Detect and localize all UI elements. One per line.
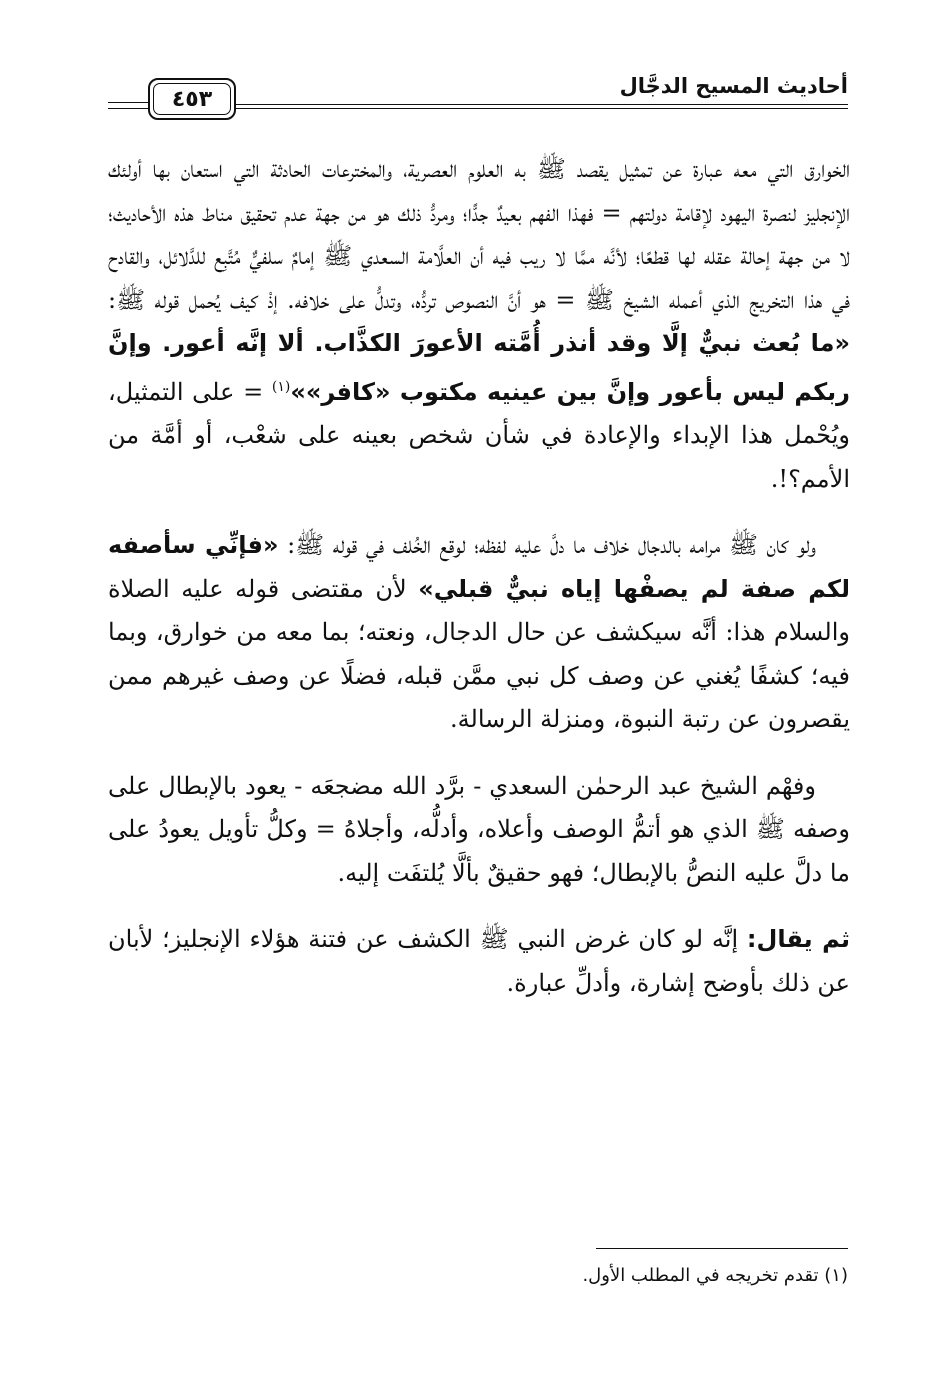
paragraph-3 — [108, 765, 850, 896]
paragraph-4 — [108, 918, 850, 1005]
main-text — [108, 148, 850, 1005]
hadith-quote-1: «ما بُعث نبيٌّ إلَّا وقد أنذر أُمَّته الأعورَ الكذَّاب. ألا إنَّه أعور. وإنَّ ربكم ليس بأعور وإنَّ بين عينيه مكتوب «كافر» — [108, 329, 850, 406]
paragraph-4-text: إنَّه لو كان غرض النبي ﷺ الكشف عن فتنة هؤلاء الإنجليز؛ لأبان عن ذلك بأوضح إشارة، وأدلِّ عبارة. — [108, 925, 850, 997]
page-number: ٤٥٣ — [153, 83, 231, 115]
header-rule-right — [234, 104, 848, 105]
paragraph-1-text: الخوارق التي معه عبارة عن تمثيل يقصد ﷺ به العلوم العصرية، والمخترعات الحادثة التي استعان بها أولئك الإنجليز لنصرة اليهود لإقامة دولتهم = فهذا الفهم بعيدٌ جدًّا؛ ومردُّ ذلك هو من جهة عدم تحقيق مناط هذه الأحاديث؛ لا من جهة إحالة عقله لها قطعًا؛ لأنَّه ممَّا لا ريب فيه أن العلَّامة السعدي ﷺ إمامٌ سلفيٌّ مُتَّبِع للدَّلائل، والقادح في هذا التخريج الذي أعمله الشيخ ﷺ = هو أنَّ النصوص تردُّه، وتدلُّ على خلافه. إذْ كيف يُحمل قوله ﷺ: — [108, 155, 851, 314]
running-title: أحاديث المسيح الدجَّال — [619, 74, 848, 98]
paragraph-2-text-2: لأن مقتضى قوله عليه الصلاة والسلام هذا: أنَّه سيكشف عن حال الدجال، ونعته؛ بما معه من خوارق، وبما فيه؛ كشفًا يُغني عن وصف كل نبي ممَّن قبله، فضلًا عن وصف غيرهم ممن يقصرون عن رتبة النبوة، ومنزلة الرسالة. — [108, 574, 850, 733]
page-number-frame — [148, 78, 236, 120]
header-rule-right-2 — [234, 108, 848, 109]
paragraph-2-text: ولو كان ﷺ مرامه بالدجال خلاف ما دلَّ عليه لفظه؛ لوقع الخُلف في قوله ﷺ: — [287, 531, 816, 559]
footnote-separator — [596, 1248, 848, 1249]
header-rule-left — [108, 102, 148, 103]
header-rule-left-2 — [108, 108, 148, 109]
paragraph-2 — [108, 524, 850, 742]
footnote-1: (١) تقدم تخريجه في المطلب الأول. — [582, 1265, 848, 1286]
paragraph-1 — [108, 148, 850, 501]
footnote-ref-1: (١) — [271, 378, 291, 395]
paragraph-1-text-2: = على التمثيل، ويُحْمل هذا الإبداء والإعادة في شأن شخص بعينه على شعْب، أو أمَّة من الأمم؟!. — [108, 377, 850, 493]
hadith-quote-2: «فإنِّي سأصفه لكم صفة لم يصفْها إياه نبيٌّ قبلي» — [108, 531, 850, 603]
quote-close: » — [290, 377, 306, 406]
paragraph-3-text: وفهْم الشيخ عبد الرحمٰن السعدي - برَّد الله مضجعَه - يعود بالإبطال على وصفه ﷺ الذي هو أتمُّ الوصف وأعلاه، وأدلُّه، وأجلاهُ = وكلُّ تأويل يعودُ على ما دلَّ عليه النصُّ بالإبطال؛ فهو حقيقٌ بألَّا يُلتفَت إليه. — [108, 771, 850, 887]
page-header — [108, 68, 848, 128]
paragraph-4-lead: ثم يقال: — [746, 925, 850, 953]
